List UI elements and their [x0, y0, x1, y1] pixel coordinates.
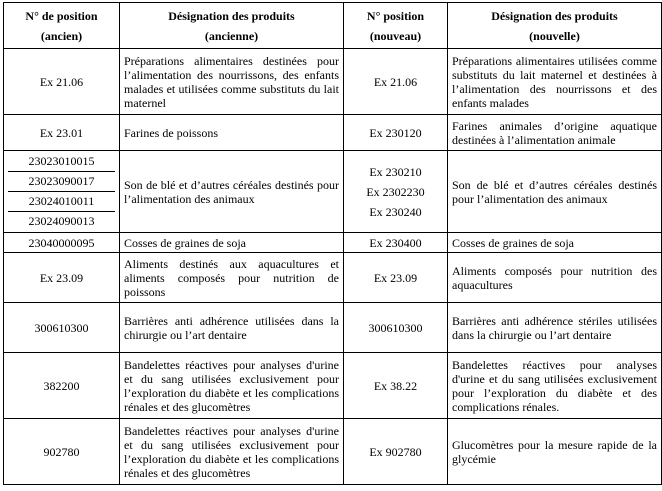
tariff-table — [3, 2, 662, 485]
header-new-position: N° position (nouveau) — [344, 3, 448, 49]
old-designation-cell: Farines de poissons — [120, 115, 344, 151]
header-old-designation: Désignation des produits (ancienne) — [120, 3, 344, 49]
old-position-cell: 382200 — [4, 353, 120, 419]
old-position-cell: Ex 21.06 — [4, 49, 120, 115]
new-position-cell: 300610300 — [344, 303, 448, 353]
old-position-cell — [4, 151, 120, 233]
new-designation-cell: Farines animales d’origine aquatique destinées à l’alimentation animale — [448, 115, 662, 151]
new-position-cell: Ex 38.22 — [344, 353, 448, 419]
new-position-cell: Ex 23.09 — [344, 253, 448, 303]
old-designation-cell: Son de blé et d’autres céréales destinés pour l’alimentation des animaux — [120, 151, 344, 233]
old-position-cell: Ex 23.01 — [4, 115, 120, 151]
new-designation-cell: Préparations alimentaires utilisées comme substituts du lait maternel et destinées à l’alimentation des nourrissons et des enfants malades — [448, 49, 662, 115]
position-code: Ex 230240 — [369, 204, 422, 219]
old-designation-cell: Préparations alimentaires destinées pour l’alimentation des nourrissons, des enfants malades et utilisées comme substituts du lait maternel — [120, 49, 344, 115]
table-row — [4, 353, 662, 419]
new-position-cell: Ex 230120 — [344, 115, 448, 151]
position-code: 23023090017 — [8, 172, 115, 192]
new-position-cell: Ex 230400 — [344, 233, 448, 253]
position-code: 23024090013 — [28, 214, 95, 228]
position-code: 23024010011 — [8, 192, 115, 212]
old-position-cell: Ex 23.09 — [4, 253, 120, 303]
new-designation-cell: Son de blé et d’autres céréales destinés pour l’alimentation des animaux — [448, 151, 662, 233]
new-position-cell: Ex 21.06 — [344, 49, 448, 115]
new-position-cell — [344, 151, 448, 233]
table-row — [4, 233, 662, 253]
header-old-position: N° de position (ancien) — [4, 3, 120, 49]
new-designation-cell: Cosses de graines de soja — [448, 233, 662, 253]
table-row — [4, 151, 662, 233]
old-position-cell: 300610300 — [4, 303, 120, 353]
header-new-designation: Désignation des produits (nouvelle) — [448, 3, 662, 49]
new-position-cell: Ex 902780 — [344, 419, 448, 485]
old-designation-cell: Aliments destinés aux aquacultures et aliments composés pour nutrition de poissons — [120, 253, 344, 303]
table-row — [4, 419, 662, 485]
position-code: Ex 2302230 — [366, 184, 425, 199]
table-row — [4, 253, 662, 303]
old-designation-cell: Cosses de graines de soja — [120, 233, 344, 253]
header-row — [4, 3, 662, 49]
table-row — [4, 49, 662, 115]
old-designation-cell: Barrières anti adhérence utilisées dans la chirurgie ou l’art dentaire — [120, 303, 344, 353]
new-designation-cell: Barrières anti adhérence stériles utilisées dans la chirurgie ou l’art dentaire — [448, 303, 662, 353]
new-designation-cell: Bandelettes réactives pour analyses d'urine et du sang utilisées exclusivement pour l’exploration du diabète et des complications rénales. — [448, 353, 662, 419]
old-designation-cell: Bandelettes réactives pour analyses d'urine et du sang utilisées exclusivement pour l’exploration du diabète et les complications rénales et des glucomètres — [120, 353, 344, 419]
old-position-cell: 23040000095 — [4, 233, 120, 253]
position-code: 23023010015 — [8, 152, 115, 172]
old-designation-cell: Bandelettes réactives pour analyses d'urine et du sang utilisées exclusivement pour l’exploration du diabète et les complications rénales et des glucomètres — [120, 419, 344, 485]
table-row — [4, 303, 662, 353]
old-position-cell: 902780 — [4, 419, 120, 485]
new-designation-cell: Aliments composés pour nutrition des aquacultures — [448, 253, 662, 303]
position-code: Ex 230210 — [369, 164, 422, 179]
new-designation-cell: Glucomètres pour la mesure rapide de la glycémie — [448, 419, 662, 485]
table-row — [4, 115, 662, 151]
